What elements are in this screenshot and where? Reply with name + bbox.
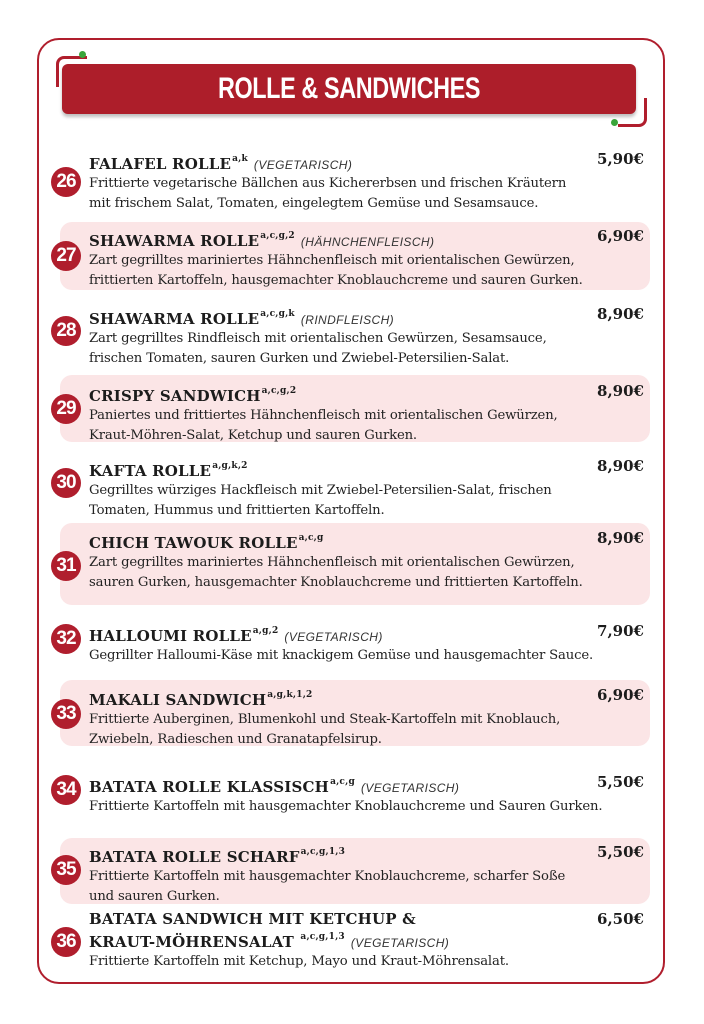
menu-item [56,838,650,904]
item-description: Frittierte vegetarische Bällchen aus Kichererbsen und frischen Kräutern mit frischem Salat, Tomaten, eingelegtem Gemüse und Sesamsauce. [89,176,567,211]
allergen-codes: a,g,k,1,2 [267,690,313,700]
item-description: Gegrillter Halloumi-Käse mit knackigem Gemüse und hausgemachter Sauce. [89,648,594,663]
item-title: BATATA SANDWICH MIT KETCHUP & [89,910,416,928]
item-title: MAKALI SANDWICH$^{a,g,k,1,2}$ [89,690,313,709]
item-tag: (RINDFLEISCH) [300,313,395,327]
allergen-codes: a,c,g,2 [261,386,297,396]
menu-item [56,523,650,605]
section-title: ROLLE & SANDWICHES [217,72,481,105]
item-price: 6,90€ [597,686,644,704]
menu-item [56,622,650,663]
item-tag: (VEGETARISCH) [360,781,460,795]
item-number-badge: 35 [51,855,81,885]
item-number-badge: 26 [51,167,81,197]
item-number-badge: 30 [51,468,81,498]
item-tag: (HÄHNCHENFLEISCH) [300,235,435,249]
menu-item [56,305,650,366]
section-header [62,64,636,114]
item-title: KAFTA ROLLE$^{a,g,k,2}$ [89,461,248,480]
allergen-codes: a,c,g,k [260,309,295,319]
item-title: CRISPY SANDWICH$^{a,c,g,2}$ [89,386,297,405]
item-description: Frittierte Auberginen, Blumenkohl und Steak-Kartoffeln mit Knoblauch, Zwiebeln, Radieschen und Granatapfelsirup. [89,712,561,747]
item-description: Zart gegrilltes mariniertes Hähnchenfleisch mit orientalischen Gewürzen, sauren Gurken, hausgemachter Knoblauchcreme und frittierten Kartoffeln. [89,555,583,590]
item-tag: (VEGETARISCH) [253,158,353,172]
item-title: SHAWARMA ROLLE$^{a,c,g,k}$ (RINDFLEISCH) [89,309,395,328]
menu-item [56,910,650,970]
menu-item [56,375,650,443]
item-price: 8,90€ [597,457,644,475]
menu-item [56,773,650,814]
item-number-badge: 34 [51,775,81,805]
item-number-badge: 27 [51,241,81,271]
menu-item [56,457,650,518]
item-title: HALLOUMI ROLLE$^{a,g,2}$ (VEGETARISCH) [89,626,383,645]
item-number-badge: 29 [51,394,81,424]
item-title: SHAWARMA ROLLE$^{a,c,g,2}$ (HÄHNCHENFLEISCH) [89,231,435,250]
item-tag: (VEGETARISCH) [284,630,383,644]
item-price: 8,90€ [597,529,644,547]
allergen-codes: a,g,k,2 [212,461,248,471]
item-description: Paniertes und frittiertes Hähnchenfleisch mit orientalischen Gewürzen, Kraut-Möhren-Salat, Ketchup und sauren Gurken. [89,408,558,443]
item-description: Frittierte Kartoffeln mit hausgemachter Knoblauchcreme und Sauren Gurken. [89,799,603,814]
item-price: 6,90€ [597,227,644,245]
item-description: Frittierte Kartoffeln mit Ketchup, Mayo und Kraut-Möhrensalat. [89,954,509,969]
item-price: 8,90€ [597,305,644,323]
allergen-codes: a,c,g,2 [260,231,295,241]
item-number-badge: 36 [51,927,81,957]
item-price: 7,90€ [597,622,644,640]
menu-item [56,680,650,747]
item-number-badge: 33 [51,699,81,729]
item-price: 5,90€ [597,150,644,168]
item-price: 6,50€ [597,910,644,928]
menu-item [56,150,650,211]
item-price: 5,50€ [597,843,644,861]
item-price: 5,50€ [597,773,644,791]
item-title: FALAFEL ROLLE$^{a,k}$ (VEGETARISCH) [89,154,353,173]
item-description: Zart gegrilltes mariniertes Hähnchenfleisch mit orientalischen Gewürzen, frittierten Kartoffeln, hausgemachter Knoblauchcreme und sauren Gurken. [89,253,583,288]
allergen-codes: a,c,g,1,3 [300,847,346,857]
allergen-codes: a,k [232,154,248,164]
allergen-codes: a,c,g,1,3 [300,932,345,942]
green-dot [611,119,618,126]
green-dot [79,51,86,58]
item-title: BATATA ROLLE KLASSISCH$^{a,c,g}$ (VEGETARISCH) [89,777,460,796]
item-description: Gegrilltes würziges Hackfleisch mit Zwiebel-Petersilien-Salat, frischen Tomaten, Hummus und frittierten Kartoffeln. [89,483,552,518]
item-description: Zart gegrilltes Rindfleisch mit orientalischen Gewürzen, Sesamsauce, frischen Tomaten, sauren Gurken und Zwiebel-Petersilien-Salat. [89,331,547,366]
item-description: Frittierte Kartoffeln mit hausgemachter Knoblauchcreme, scharfer Soße und sauren Gurken. [89,869,566,904]
item-title: CHICH TAWOUK ROLLE$^{a,c,g}$ [89,533,324,552]
item-number-badge: 28 [51,316,81,346]
item-tag: (VEGETARISCH) [350,936,450,950]
item-price: 8,90€ [597,382,644,400]
menu-item [56,222,650,290]
item-title-line2: KRAUT-MÖHRENSALAT $^{a,c,g,1,3}$ (VEGETARISCH) [89,932,450,951]
allergen-codes: a,g,2 [252,626,279,636]
item-number-badge: 32 [51,624,81,654]
item-title: BATATA ROLLE SCHARF$^{a,c,g,1,3}$ [89,847,346,866]
allergen-codes: a,c,g [298,533,324,543]
allergen-codes: a,c,g [330,777,355,787]
item-number-badge: 31 [51,551,81,581]
